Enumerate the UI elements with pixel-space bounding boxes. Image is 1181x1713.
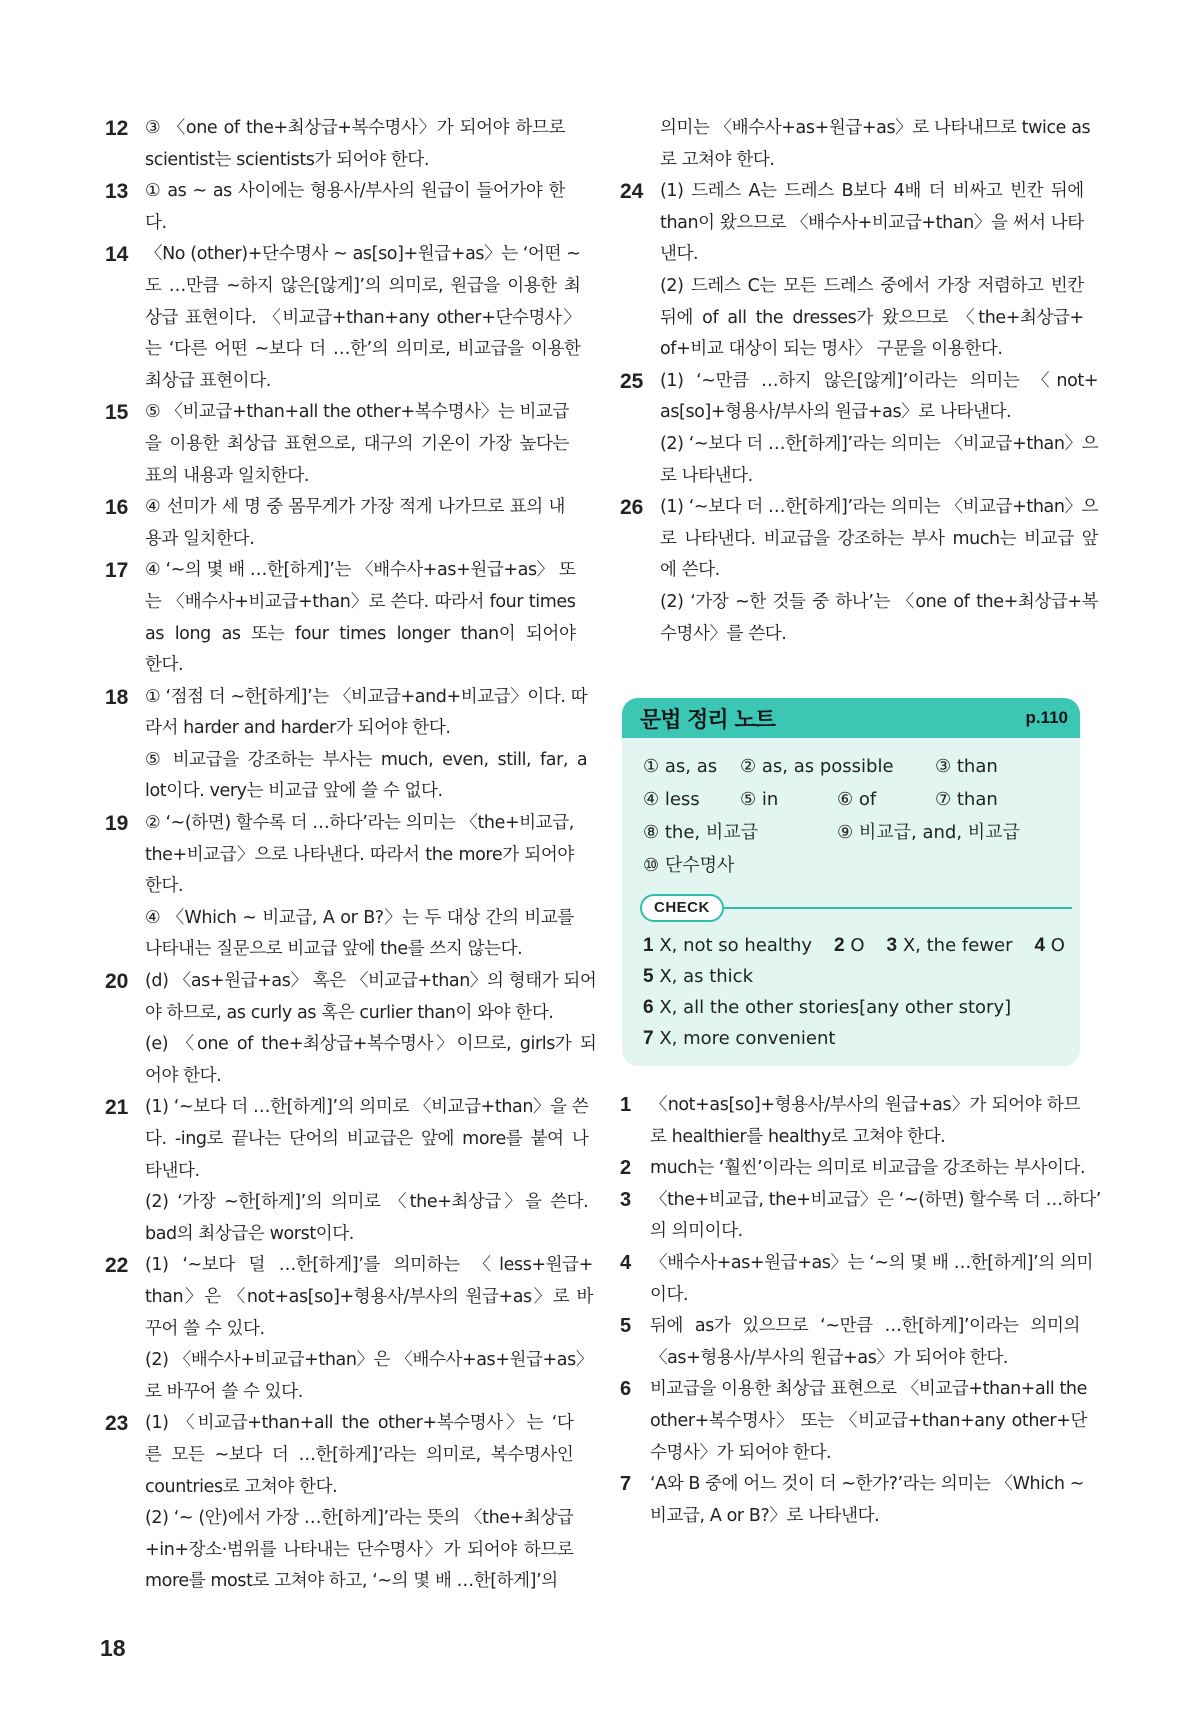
text-line: 표의 내용과 일치한다.: [145, 465, 310, 486]
text-line: (2) 드레스 C는 모든 드레스 중에서 가장 저렴하고 빈칸: [660, 275, 1084, 296]
text-line: (1) ‘~보다 더 …한[하게]’의 의미로 〈비교급+than〉을 쓴: [145, 1097, 589, 1118]
note-answer: ⑤ in: [740, 789, 779, 810]
question-number: 20: [105, 970, 129, 994]
explanation-text: [650, 1469, 1084, 1532]
explanation-text: [650, 1311, 1080, 1374]
explanation-entry: [620, 1153, 1086, 1185]
text-line: lot이다. very는 비교급 앞에 쓸 수 없다.: [145, 781, 443, 802]
note-row: [643, 849, 1063, 882]
text-line: than이 왔으므로 〈배수사+비교급+than〉을 써서 나타: [660, 212, 1084, 233]
explanation-entry: [620, 1374, 1087, 1469]
check-number: 6: [643, 997, 654, 1018]
check-answer: O: [1050, 935, 1065, 956]
explanation-entry: [620, 113, 1091, 176]
text-line: (2) ‘가장 ~한 것들 중 하나’는 〈one of the+최상급+복: [660, 591, 1099, 612]
explanation-entry: [105, 113, 565, 176]
text-line: ③ 〈one of the+최상급+복수명사〉가 되어야 하므로: [145, 118, 565, 138]
text-line: ⑤ 〈비교급+than+all the other+복수명사〉는 비교급: [145, 402, 570, 423]
explanation-entry: [105, 555, 576, 681]
check-row: [643, 961, 1063, 992]
explanation-text: [650, 1090, 1080, 1153]
text-line: countries로 고쳐야 한다.: [145, 1476, 338, 1497]
note-answer: ③ than: [935, 756, 998, 777]
check-list: [643, 930, 1063, 1054]
text-line: (2) ‘가장 ~한[하게]’의 의미로 〈the+최상급〉을 쓴다.: [145, 1192, 589, 1213]
check-answer: X, the fewer: [902, 935, 1013, 956]
explanation-text: [650, 1185, 1101, 1248]
explanation-entry: [105, 682, 588, 808]
question-number: 15: [105, 401, 129, 425]
check-item: [887, 935, 1013, 956]
explanation-entry: [620, 1090, 1080, 1153]
text-line: 뒤에 of all the dresses가 왔으므로 〈the+최상급+: [660, 307, 1084, 328]
check-row: [643, 992, 1063, 1023]
check-row: [643, 930, 1063, 961]
explanation-text: [145, 1408, 573, 1598]
text-line: (d) 〈as+원급+as〉 혹은 〈비교급+than〉의 형태가 되어: [145, 971, 597, 992]
text-line: ④ ‘~의 몇 배 …한[하게]’는 〈배수사+as+원급+as〉 또: [145, 560, 576, 581]
text-line: bad의 최상급은 worst이다.: [145, 1223, 354, 1244]
text-line: than〉은 〈not+as[so]+형용사/부사의 원급+as〉로 바: [145, 1286, 593, 1307]
check-number: 2: [834, 935, 845, 956]
text-line: 수명사〉가 되어야 한다.: [650, 1442, 832, 1463]
check-answer: X, all the other stories[any other story]: [659, 997, 1012, 1018]
explanation-text: [145, 176, 565, 239]
text-line: 야 하므로, as curly as 혹은 curlier than이 와야 한다.: [145, 1002, 554, 1023]
text-line: (1) ‘~만큼 …하지 않은[않게]’이라는 의미는 〈not+: [660, 370, 1099, 391]
explanation-text: [145, 113, 565, 176]
text-line: other+복수명사〉 또는 〈비교급+than+any other+단: [650, 1410, 1087, 1431]
grammar-note-title: 문법 정리 노트: [640, 707, 775, 733]
explanation-entry: [620, 1185, 1101, 1248]
grammar-note-box: [622, 698, 1080, 1066]
text-line: 한다.: [145, 876, 184, 897]
text-line: 을 이용한 최상급 표현으로, 대구의 기온이 가장 높다는: [145, 433, 570, 454]
text-line: 로 바꾸어 쓸 수 있다.: [145, 1381, 303, 1402]
explanation-entry: [105, 808, 574, 966]
text-line: ⑤ 비교급을 강조하는 부사는 much, even, still, far, a: [145, 749, 588, 770]
note-answer: ② as, as possible: [740, 756, 894, 777]
explanation-entry: [620, 492, 1099, 650]
explanation-text: [650, 1248, 1093, 1311]
question-number: 13: [105, 180, 129, 204]
explanation-text: [145, 1250, 593, 1408]
text-line: 는 ‘다른 어떤 ~보다 더 …한’의 의미로, 비교급을 이용한: [145, 339, 581, 360]
question-number: 5: [620, 1315, 632, 1338]
text-line: (1) 드레스 A는 드레스 B보다 4배 더 비싸고 빈칸 뒤에: [660, 181, 1084, 202]
text-line: ④ 〈Which ~ 비교급, A or B?〉는 두 대상 간의 비교를: [145, 907, 574, 928]
text-line: 비교급을 이용한 최상급 표현으로 〈비교급+than+all the: [650, 1379, 1087, 1400]
text-line: 다. -ing로 끝나는 단어의 비교급은 앞에 more를 붙여 나: [145, 1129, 589, 1149]
text-line: 최상급 표현이다.: [145, 370, 271, 391]
text-line: as long as 또는 four times longer than이 되어야: [145, 623, 576, 644]
text-line: 수명사〉를 쓴다.: [660, 623, 787, 644]
check-row: [643, 1023, 1063, 1054]
explanation-text: [650, 1374, 1087, 1469]
explanation-entry: [105, 1092, 589, 1250]
check-number: 3: [886, 935, 898, 956]
note-answer: ④ less: [643, 789, 700, 810]
explanation-text: [145, 1092, 588, 1250]
question-number: 6: [620, 1378, 632, 1401]
text-line: 한다.: [145, 655, 184, 676]
note-row: [643, 750, 1063, 783]
explanation-text: [660, 492, 1098, 650]
check-item: [643, 997, 1011, 1018]
text-line: 낸다.: [660, 244, 699, 265]
text-line: 〈not+as[so]+형용사/부사의 원급+as〉가 되어야 하므: [650, 1095, 1080, 1115]
question-number: 1: [620, 1094, 632, 1116]
explanation-entry: [105, 1408, 574, 1598]
right-column: [620, 113, 1099, 650]
question-number: 19: [105, 812, 129, 836]
note-answer: ⑦ than: [935, 789, 998, 810]
text-line: 라서 harder and harder가 되어야 한다.: [145, 718, 451, 739]
grammar-note-header: [622, 698, 1080, 738]
check-number: 4: [1034, 935, 1046, 956]
question-number: 23: [105, 1412, 129, 1436]
explanation-entry: [620, 1248, 1094, 1311]
grammar-note-answers: [643, 750, 1063, 882]
note-answer: ⑧ the, 비교급: [643, 822, 759, 843]
left-column: [105, 113, 597, 1598]
text-line: 로 나타낸다.: [660, 465, 753, 486]
check-number: 1: [643, 935, 654, 956]
text-line: (1) ‘~보다 덜 …한[하게]’를 의미하는 〈less+원급+: [145, 1255, 593, 1276]
text-line: much는 ‘훨씬’이라는 의미로 비교급을 강조하는 부사이다.: [650, 1158, 1086, 1179]
text-line: the+비교급〉으로 나타낸다. 따라서 the more가 되어야: [145, 844, 574, 865]
text-line: ① as ~ as 사이에는 형용사/부사의 원급이 들어가야 한: [145, 181, 565, 202]
check-number: 7: [643, 1028, 654, 1049]
check-item: [643, 935, 812, 956]
explanation-entry: [620, 1311, 1080, 1374]
text-line: (e) 〈one of the+최상급+복수명사〉이므로, girls가 되: [145, 1034, 597, 1055]
check-item: [834, 935, 864, 956]
question-number: 7: [620, 1473, 632, 1496]
text-line: 른 모든 ~보다 더 …한[하게]’라는 의미로, 복수명사인: [145, 1444, 574, 1465]
check-divider: [724, 907, 1072, 909]
question-number: 26: [620, 496, 644, 520]
explanation-entry: [105, 239, 581, 397]
question-number: 21: [105, 1096, 129, 1120]
text-line: 는 〈배수사+비교급+than〉로 쓴다. 따라서 four times: [145, 591, 576, 612]
check-header: [640, 894, 1060, 922]
explanation-entry: [105, 1250, 593, 1408]
text-line: 이다.: [650, 1284, 689, 1305]
text-line: 어야 한다.: [145, 1065, 222, 1086]
question-number: 22: [105, 1254, 129, 1278]
text-line: 〈the+비교급, the+비교급〉은 ‘~(하면) 할수록 더 …하다’: [650, 1189, 1101, 1210]
text-line: 비교급, A or B?〉로 나타낸다.: [650, 1505, 880, 1526]
explanation-text: [660, 366, 1098, 492]
question-number: 17: [105, 559, 129, 583]
explanation-text: [145, 239, 580, 397]
question-number: 3: [620, 1188, 632, 1211]
note-answer: ⑨ 비교급, and, 비교급: [837, 822, 1020, 843]
check-explanations: [620, 1090, 1101, 1532]
text-line: ① ‘점점 더 ~한[하게]’는 〈비교급+and+비교급〉이다. 따: [145, 686, 588, 707]
explanation-text: [145, 966, 596, 1092]
text-line: 〈as+형용사/부사의 원급+as〉가 되어야 한다.: [650, 1347, 1009, 1368]
question-number: 4: [620, 1251, 632, 1274]
explanation-entry: [620, 1469, 1085, 1532]
question-number: 18: [105, 685, 129, 709]
question-number: 24: [620, 180, 644, 204]
text-line: 로 나타낸다. 비교급을 강조하는 부사 much는 비교급 앞: [660, 528, 1099, 549]
text-line: 타낸다.: [145, 1160, 200, 1181]
text-line: 용과 일치한다.: [145, 528, 255, 549]
text-line: ‘A와 B 중에 어느 것이 더 ~한가?’라는 의미는 〈Which ~: [650, 1474, 1085, 1495]
explanation-text: [145, 555, 575, 681]
text-line: 로 고쳐야 한다.: [660, 149, 775, 170]
check-item: [643, 1028, 835, 1049]
explanation-text: [660, 176, 1084, 366]
question-number: 14: [105, 243, 129, 267]
text-line: ④ 선미가 세 명 중 몸무게가 가장 적게 나가므로 표의 내: [145, 497, 565, 518]
explanation-text: [145, 682, 587, 808]
explanation-text: [145, 808, 574, 966]
text-line: of+비교 대상이 되는 명사〉 구문을 이용한다.: [660, 339, 1003, 360]
question-number: 2: [620, 1157, 632, 1180]
explanation-entry: [105, 492, 565, 555]
text-line: 다.: [145, 212, 167, 233]
explanation-text: [660, 113, 1090, 176]
explanation-text: [145, 492, 565, 555]
explanation-entry: [105, 397, 570, 492]
note-answer: ① as, as: [643, 756, 718, 777]
check-badge: CHECK: [640, 894, 724, 922]
text-line: more를 most로 고쳐야 하고, ‘~의 몇 배 …한[하게]’의: [145, 1571, 558, 1592]
text-line: 의미는 〈배수사+as+원급+as〉로 나타내므로 twice as: [660, 118, 1091, 138]
text-line: as[so]+형용사/부사의 원급+as〉로 나타낸다.: [660, 402, 1012, 423]
explanation-entry: [105, 966, 597, 1092]
text-line: scientist는 scientists가 되어야 한다.: [145, 149, 430, 170]
check-answer: X, as thick: [659, 966, 754, 987]
text-line: (1) ‘~보다 더 …한[하게]’라는 의미는 〈비교급+than〉으: [660, 497, 1099, 518]
text-line: 로 healthier를 healthy로 고쳐야 한다.: [650, 1126, 946, 1147]
note-answer: ⑥ of: [837, 789, 877, 810]
text-line: 상급 표현이다. 〈비교급+than+any other+단수명사〉: [145, 307, 581, 328]
text-line: 의 의미이다.: [650, 1221, 743, 1242]
check-item: [1034, 935, 1064, 956]
text-line: ② ‘~(하면) 할수록 더 …하다’라는 의미는 〈the+비교급,: [145, 813, 574, 834]
text-line: 〈No (other)+단수명사 ~ as[so]+원급+as〉는 ‘어떤 ~: [145, 244, 581, 265]
text-line: (2) ‘~ (안)에서 가장 …한[하게]’라는 뜻의 〈the+최상급: [145, 1508, 574, 1529]
check-answer: X, not so healthy: [659, 935, 813, 956]
text-line: 도 …만큼 ~하지 않은[않게]’의 의미로, 원급을 이용한 최: [145, 275, 581, 296]
check-number: 5: [643, 966, 654, 987]
text-line: 꾸어 쓸 수 있다.: [145, 1318, 265, 1339]
grammar-note-page-ref: p.110: [1025, 708, 1068, 727]
text-line: (1) 〈비교급+than+all the other+복수명사〉는 ‘다: [145, 1413, 574, 1434]
question-number: 16: [105, 496, 129, 520]
question-number: 12: [105, 117, 129, 140]
text-line: 〈배수사+as+원급+as〉는 ‘~의 몇 배 …한[하게]’의 의미: [650, 1252, 1094, 1273]
note-answer: ⑩ 단수명사: [643, 855, 735, 876]
page-number: 18: [100, 1635, 126, 1661]
text-line: (2) 〈배수사+비교급+than〉은 〈배수사+as+원급+as〉: [145, 1350, 593, 1371]
text-line: +in+장소·범위를 나타내는 단수명사〉가 되어야 하므로: [145, 1539, 574, 1560]
explanation-entry: [620, 366, 1099, 492]
explanation-entry: [620, 176, 1084, 366]
note-row: [643, 783, 1063, 816]
check-answer: X, more convenient: [659, 1028, 836, 1049]
text-line: (2) ‘~보다 더 …한[하게]’라는 의미는 〈비교급+than〉으: [660, 433, 1099, 454]
text-line: 나타내는 질문으로 비교급 앞에 the를 쓰지 않는다.: [145, 939, 523, 960]
explanation-entry: [105, 176, 565, 239]
check-item: [643, 966, 753, 987]
note-row: [643, 816, 1063, 849]
text-line: 뒤에 as가 있으므로 ‘~만큼 …한[하게]’이라는 의미의: [650, 1316, 1080, 1337]
check-answer: O: [850, 935, 865, 956]
text-line: 에 쓴다.: [660, 560, 720, 581]
question-number: 25: [620, 369, 644, 393]
explanation-text: [650, 1153, 1085, 1185]
explanation-text: [145, 397, 569, 492]
